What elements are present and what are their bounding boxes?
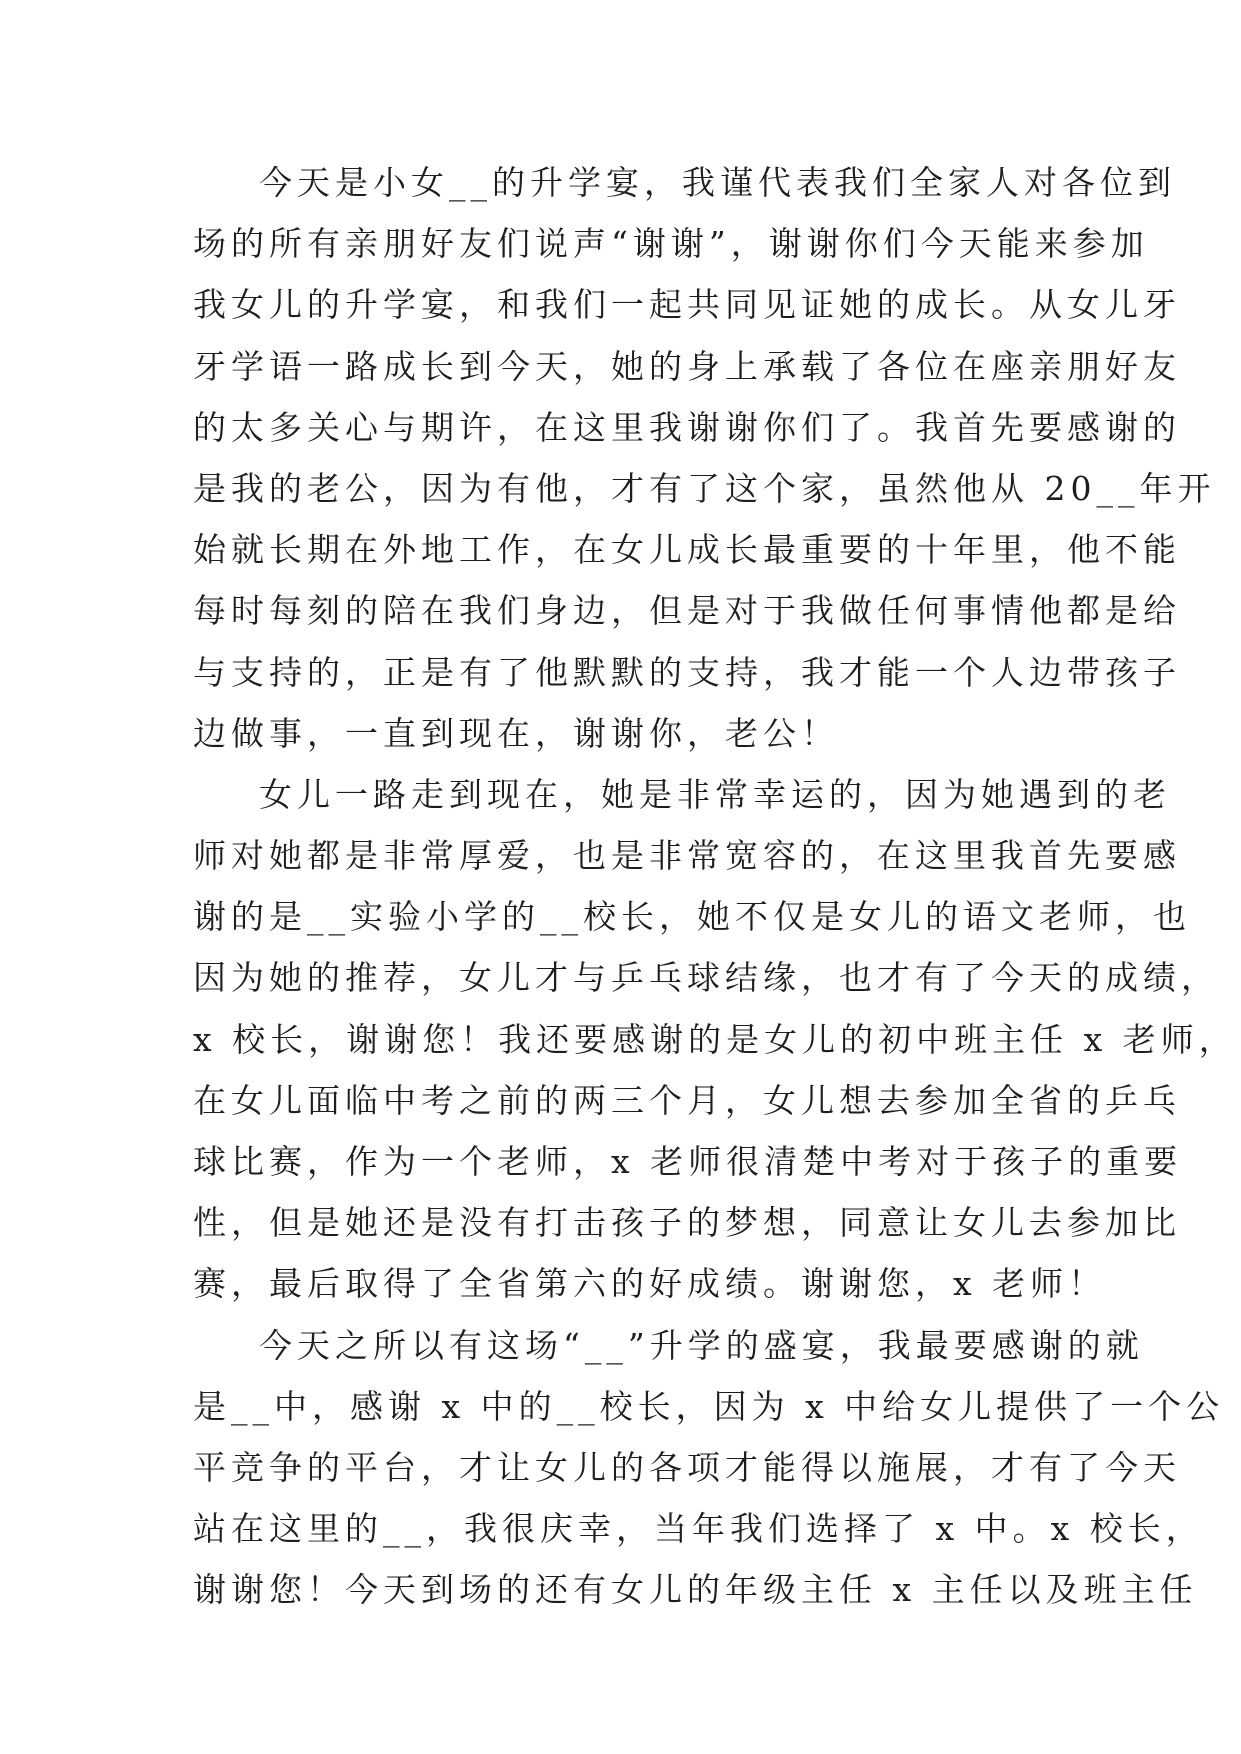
text-line: 站在这里的__，我很庆幸，当年我们选择了 x 中。x 校长， [193,1509,1204,1549]
text-line: 师对她都是非常厚爱，也是非常宽容的，在这里我首先要感 [193,836,1181,876]
text-line: 在女儿面临中考之前的两三个月，女儿想去参加全省的乒乓 [193,1080,1181,1120]
text-line: 的太多关心与期许，在这里我谢谢你们了。我首先要感谢的 [193,407,1181,447]
document-body [193,152,1237,1621]
paragraph-1 [193,152,1216,764]
text-line: 性，但是她还是没有打击孩子的梦想，同意让女儿去参加比 [193,1203,1181,1243]
text-line: 因为她的推荐，女儿才与乒乓球结缘，也才有了今天的成绩， [193,958,1219,998]
text-line: x 校长，谢谢您！我还要感谢的是女儿的初中班主任 x 老师， [193,1019,1237,1059]
text-line: 场的所有亲朋好友们说声“谢谢”，谢谢你们今天能来参加 [193,224,1149,264]
text-line: 今天之所以有这场“__”升学的盛宴，我最要感谢的就 [259,1325,1144,1365]
text-line: 始就长期在外地工作，在女儿成长最重要的十年里，他不能 [193,530,1181,570]
text-line: 谢谢您！今天到场的还有女儿的年级主任 x 主任以及班主任 [193,1570,1198,1610]
paragraph-3 [193,1315,1225,1621]
text-line: 球比赛，作为一个老师，x 老师很清楚中考对于孩子的重要 [193,1142,1183,1181]
text-line: 女儿一路走到现在，她是非常幸运的，因为她遇到的老 [259,774,1171,814]
text-line: 我女儿的升学宴，和我们一起共同见证她的成长。从女儿牙 [193,285,1181,325]
text-line: 每时每刻的陪在我们身边，但是对于我做任何事情他都是给 [193,591,1181,631]
text-line: 是我的老公，因为有他，才有了这个家，虽然他从 20__年开 [193,468,1216,508]
text-line: 边做事，一直到现在，谢谢你，老公！ [193,713,839,753]
text-line: 平竞争的平台，才让女儿的各项才能得以施展，才有了今天 [193,1447,1181,1487]
text-line: 牙学语一路成长到今天，她的身上承载了各位在座亲朋好友 [193,346,1181,386]
text-line: 与支持的，正是有了他默默的支持，我才能一个人边带孩子 [193,652,1181,692]
paragraph-2 [193,764,1237,1315]
text-line: 今天是小女__的升学宴，我谨代表我们全家人对各位到 [259,163,1176,202]
text-line: 赛，最后取得了全省第六的好成绩。谢谢您，x 老师！ [193,1264,1107,1304]
text-line: 是__中，感谢 x 中的__校长，因为 x 中给女儿提供了一个公 [193,1386,1225,1426]
text-line: 谢的是__实验小学的__校长，她不仅是女儿的语文老师，也 [193,897,1191,937]
